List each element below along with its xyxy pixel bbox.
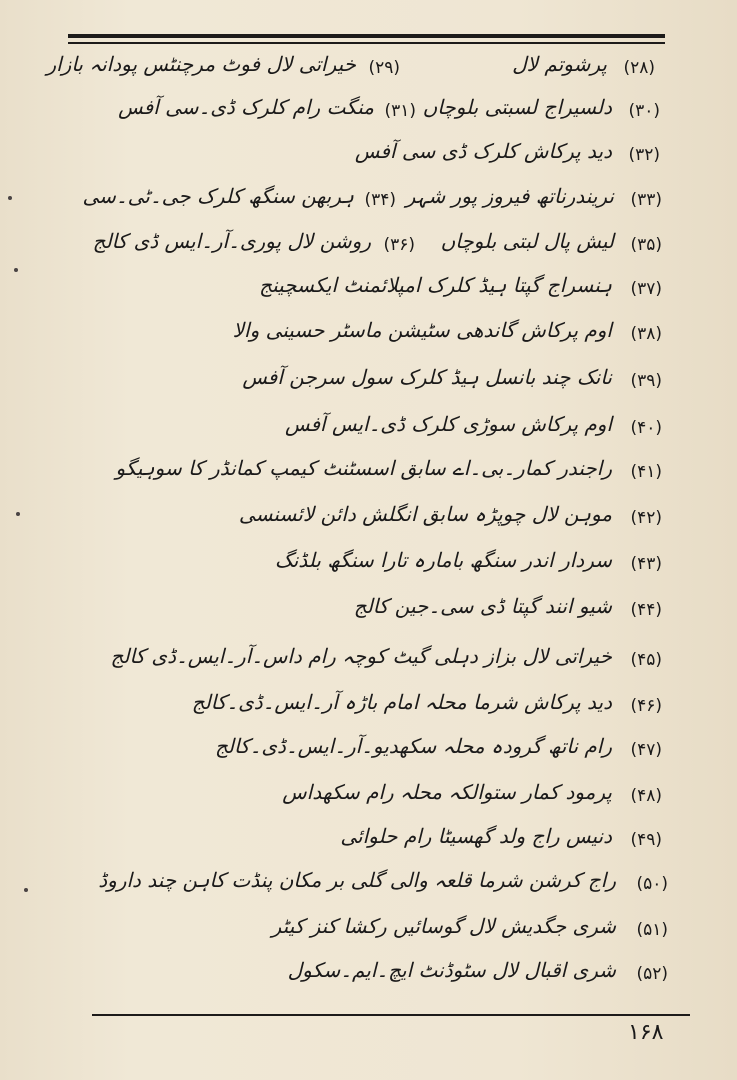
list-entry [250, 548, 662, 586]
list-entry [115, 456, 662, 494]
list-entry [300, 594, 662, 632]
list-entry [214, 734, 662, 772]
entry-number: (۴۱) [630, 462, 662, 482]
entry-number: (۴۷) [630, 740, 662, 760]
list-entry [242, 365, 662, 403]
entry-text: لیش پال لبتی بلوچاں [440, 229, 614, 253]
entry-text: ہربھن سنگھ کلرک جی۔ٹی۔سی [82, 184, 354, 208]
entry-text: رام ناتھ گرودہ محلہ سکھدیو۔آر۔ایس۔ڈی۔کالج [214, 734, 612, 758]
entry-text: شیو انند گپتا ڈی سی۔جین کالج [353, 594, 612, 618]
entry-number: (۳۱) [384, 101, 416, 121]
list-entry [240, 780, 662, 818]
top-rule-thick [68, 34, 665, 38]
entry-number: (۲۹) [368, 58, 400, 78]
entry-text: راج کرشن شرما قلعہ والی گلی بر مکان پنڈت کاہن چند داروڈ [98, 868, 616, 892]
entry-text: شری اقبال لال سٹوڈنٹ ایچ۔ایم۔سکول [287, 958, 616, 982]
page-number: ۱۶۸ [628, 1020, 664, 1045]
entry-number: (۵۲) [636, 964, 668, 984]
entry-number: (۴۰) [630, 418, 662, 438]
entry-number: (۳۳) [630, 190, 662, 210]
entry-number: (۵۱) [636, 920, 668, 940]
entry-number: (۲۸) [623, 58, 655, 78]
entry-number: (۳۰) [628, 101, 660, 121]
list-entry [240, 502, 662, 540]
entry-text: دید پرکاش شرما محلہ امام باڑہ آر۔ایس۔ڈی۔کالج [191, 690, 612, 714]
margin-speck [14, 268, 18, 272]
margin-speck [8, 196, 12, 200]
entry-text: نانک چند بانسل ہیڈ کلرک سول سرجن آفس [242, 365, 612, 389]
list-entry [200, 273, 662, 311]
list-entry [232, 318, 662, 356]
list-entry [191, 690, 662, 728]
entry-text: موہن لال چوپڑہ سابق انگلش دائن لائسنسی [238, 502, 612, 526]
list-entry [440, 52, 655, 90]
entry-text: خیراتی لال بزاز دہلی گیٹ کوچہ رام داس۔آر۔ایس۔ڈی کالج [110, 644, 612, 668]
entry-text: راجندر کمار۔بی۔اے سابق اسسٹنٹ کیمپ کمانڈر کا سوہیگو [115, 456, 612, 480]
entry-text: اوم پرکاش سوڑی کلرک ڈی۔ایس آفس [284, 412, 612, 436]
list-entry [284, 412, 662, 450]
list-entry [80, 229, 415, 267]
list-entry [355, 139, 660, 177]
entry-number: (۴۳) [630, 554, 662, 574]
entry-text: منگت رام کلرک ڈی۔سی آفس [118, 95, 374, 119]
entry-number: (۴۸) [630, 786, 662, 806]
entry-text: دید پرکاش کلرک ڈی سی آفس [354, 139, 612, 163]
entry-text: ہنسراج گپتا ہیڈ کلرک امپلائمنٹ ایکسچینج [259, 273, 612, 297]
entry-number: (۴۶) [630, 696, 662, 716]
entry-number: (۴۴) [630, 600, 662, 620]
entry-number: (۴۲) [630, 508, 662, 528]
list-entry [280, 824, 662, 862]
entry-number: (۳۸) [630, 324, 662, 344]
entry-number: (۴۹) [630, 830, 662, 850]
list-entry [82, 184, 396, 222]
entry-text: خیراتی لال فوٹ مرچنٹس پودانہ بازار [46, 52, 356, 76]
entry-number: (۳۷) [630, 279, 662, 299]
list-entry [110, 644, 662, 682]
list-entry [420, 229, 662, 267]
list-entry [46, 52, 400, 90]
entry-number: (۳۴) [364, 190, 396, 210]
entry-number: (۵۰) [636, 874, 668, 894]
entry-number: (۴۵) [630, 650, 662, 670]
bottom-rule [92, 1014, 690, 1016]
entry-text: سردار اندر سنگھ بامارہ تارا سنگھ بلڈنگ [274, 548, 612, 572]
list-entry [271, 914, 668, 952]
entry-text: روشن لال پوری۔آر۔ایس ڈی کالج [92, 229, 371, 253]
margin-speck [16, 512, 20, 516]
entry-text: اوم پرکاش گاندھی سٹیشن ماسٹر حسینی والا [232, 318, 612, 342]
list-entry [110, 95, 416, 133]
entry-text: پرشوتم لال [512, 52, 607, 76]
list-entry [287, 958, 668, 996]
list-entry [400, 184, 662, 222]
list-entry [420, 95, 660, 133]
entry-number: (۳۹) [630, 371, 662, 391]
entry-number: (۳۲) [628, 145, 660, 165]
top-rule-thin [68, 42, 665, 44]
entry-number: (۳۶) [383, 235, 415, 255]
entry-number: (۳۵) [630, 235, 662, 255]
entry-text: دلسیراج لسبتی بلوچاں [422, 95, 612, 119]
list-entry [98, 868, 668, 906]
entry-text: نریندرناتھ فیروز پور شہر [405, 184, 614, 208]
entry-text: دنیس راج ولد گھسیٹا رام حلوائی [340, 824, 612, 848]
margin-speck [24, 888, 28, 892]
entry-text: پرمود کمار ستوالکہ محلہ رام سکھداس [282, 780, 612, 804]
entry-text: شری جگدیش لال گوسائیں رکشا کنز کیٹر [271, 914, 616, 938]
